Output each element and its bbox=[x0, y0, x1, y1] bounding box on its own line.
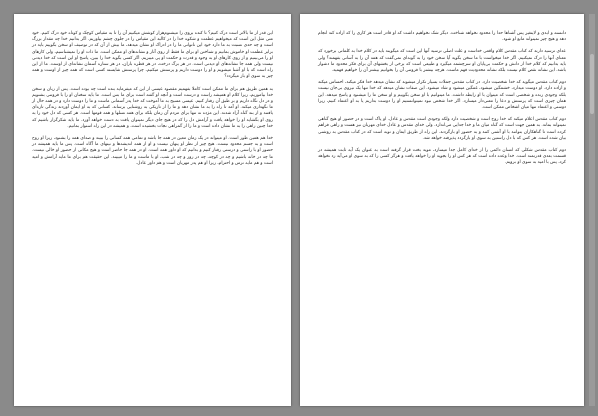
paragraph: این قدر از ما بالاتر است درک کنیم؟ تا کنده بروی را میشنوم‌هزار کوشش میکنیم آن را تا به مقیاس کوچک و کوتاه خود درک کنیم. خود متی مثل این است که میخواهیم عظمت و شکوه خدا را در کالبد این مقیاس را در جلوی چشم بیاوریم. اگر بدانیم خدا چه مقدار بزرگ است و چه حدی نسبت به ما دارد خود این ناتوانی ما را در ادراک او نشان میدهد، ما بیش از آن که در توصیف او سخن بگوییم باید در برابر عظمت او خاموش بمانیم و شناختن او برای ما فقط از روی آثار و نشانه‌های او ممکن است. ما ذات او را نمیشناسیم، ولی کارهای او را می‌بینیم و از روی کارهای او به وجود و قدرت و حکمت او پی میبریم. اگر کسی بگوید خدا را ببین، پاسخ او این است که خدا دیدنی نیست ولی همه جا نشانه‌های او دیدنی است. در هر برگ درخت، در هر قطره باران، در هر ستاره آسمان نشانه‌ای از اوست. ما از این راه است که با او آشنا میشویم و او را دوست داریم و پرستش میکنیم، چرا پرستش شایسته کسی است که همه چیز از اوست و همه چیز به سوی او باز میگردد؟ bbox=[32, 31, 273, 80]
scrollbar-thumb[interactable] bbox=[590, 54, 594, 114]
left-page-text bbox=[32, 31, 273, 398]
left-page bbox=[14, 14, 291, 406]
paragraph: دانسته و ابدی و لایتغیر پس آشناها حدا را محدود نخواهد شناخت. دیگر شک نخواهیم داشت که او قادر است هر کاری را که اراده کند انجام دهد و هیچ چیز نمیتواند مانع او شود. bbox=[318, 31, 566, 43]
paragraph: به همین طریق هم برای ما ممکن است کاملا بفهمیم مقصود عیسی از این که میفرماید بنده است چه بوده است. پس از زبان و سخن خدا بیاموزیم، زیرا کلام او همیشه راست و درست است و آنچه او گفته است برای ما بس است. ما باید سخنان او را با فروتنی بشنویم و در دل نگاه داریم و بر طبق آن رفتار کنیم. عیسی مسیح به ما آموخت که خدا پدر آسمانی ماست و ما را دوست دارد و در همه حال از ما نگهداری میکند. او آمد تا راه را به ما نشان دهد و ما را از تاریکی به روشنایی برساند. کسانی که به او ایمان آوردند زندگی تازه‌ای یافتند و از بند گناه آزاد شدند. این مژده نه تنها برای مردم آن زمان بلکه برای همه نسلها و همه قومها است. هر کسی که دل خود را به روی او بگشاید او را خواهد یافت و آرامش دل را که در هیچ جای دیگر نمیتوان یافت به دست خواهد آورد. ما باید شکرگزار باشیم که خدا چنین راهی را به ما نشان داده است و ما را از گمراهی نجات بخشیده است، و همیشه در این راه استوار بمانیم. bbox=[32, 86, 273, 129]
vertical-scrollbar[interactable] bbox=[589, 14, 595, 406]
right-page-text bbox=[318, 31, 566, 398]
paragraph: دوم کتاب مقدس اعلام میکند که خدا روح است و شخصیت دارد ولکه وجودی است مقدس و عادل. او پاک است و در حضور او هیچ گناهی نمیتواند بماند. به همین جهت است که گناه میان ما و خدا جدایی می‌اندازد. ولی خدای مقدس و عادل خدای مهربان نیز هست و راهی فراهم کرده است تا گناهکاران بتوانند با او آشتی کنند و به حضور او بازگردند. این راه از طریق ایمان و توبه است که در کتاب مقدس به روشنی بیان شده است. هر کس که با دل راستین به سوی او بازگردد پذیرفته خواهد شد. bbox=[318, 117, 566, 141]
paragraph: دوم کتاب مقدس شکلی که انسان دائمی را از خدای کامل جدا میسازد، موید بخت قرار گرفته است به عنوان یک آیه ثابت همیشه در قسمت بعدی قدرتمند است. خدا وعده داده است که هر کس او را بجوید او را خواهد یافت و هرگز کسی را که به سوی او می‌آید رد نخواهد کرد، پس با امید به سوی او برویم. bbox=[318, 148, 566, 166]
paragraph: دوم کتاب مقدس میگوید که خدا شخصیت دارد. در کتاب مقدس جملات بسیار تکرار میشوند که نشان میدهد خدا فکر میکند، احساس میکند و اراده دارد. او دوست میدارد، خشمگین میشود، غمگین میشود و شاد میشود. این صفات نشان میدهد که خدا تنها یک نیروی بی‌جان نیست بلکه وجودی زنده و شخصی است که میتوان با او رابطه داشت. ما میتوانیم با او سخن بگوییم و او سخن ما را میشنود و پاسخ میدهد. این همان چیزی است که پرستش و دعا را معنی‌دار میسازد. اگر خدا شخص نبود نمیتوانستیم او را دوست بداریم یا به او اعتماد کنیم، زیرا دوستی و اعتماد تنها میان اشخاص ممکن است. bbox=[318, 80, 566, 111]
right-page bbox=[300, 14, 584, 406]
paragraph: عدای ترسید دارند که کتاب مقدس کلام واقعی خداست و علت اصلی ترسید آنها این است که میگویند باید در کلام خدا به کلماتی برخورد که معنای آنها را درک نمیکنیم. اگر خدا میخواست با ما سخن بگوید آیا سخن خود را به گونه‌ای نمی‌گفت که همه آن را به آسانی بفهمند؟ ولی باید بدانیم که کلام خدا از دانش و حکمت بی‌پایان او سرچشمه میگیرد و طبیعی است که برخی از بخشهای آن برای فکر محدود ما دشوار باشد. این نشانه نقص کلام نیست بلکه نشانه محدودیت فهم ماست. هرچه بیشتر با فروتنی آن را بخوانیم بیشتر آن را خواهیم فهمید. bbox=[318, 49, 566, 74]
paragraph: خدا هم همین طور است. او میتواند در یک زمان معین در همه جا باشد و تمامی همه کسانی را ببیند و صدای همه را بشنود، زیرا او روح است و به جسم محدود نیست. هیچ چیز از نظر او پنهان نیست و او از همه اندیشه‌ها و نیتهای ما آگاه است. پس ما باید همیشه در حضور او با راستی و درستی رفتار کنیم و بدانیم که او داور همه است. او در همه جا حاضر است و هیچ مکانی از حضور او خالی نیست. ما چه در خانه باشیم و چه در کوچه، چه در روز و چه در شب، او با ماست و ما را میبیند. این حقیقت هم برای ما مایه آرامش و امید است و هم مایه ترس و احترام، زیرا او هم پدر مهربان است و هم داور عادل. bbox=[32, 136, 273, 166]
